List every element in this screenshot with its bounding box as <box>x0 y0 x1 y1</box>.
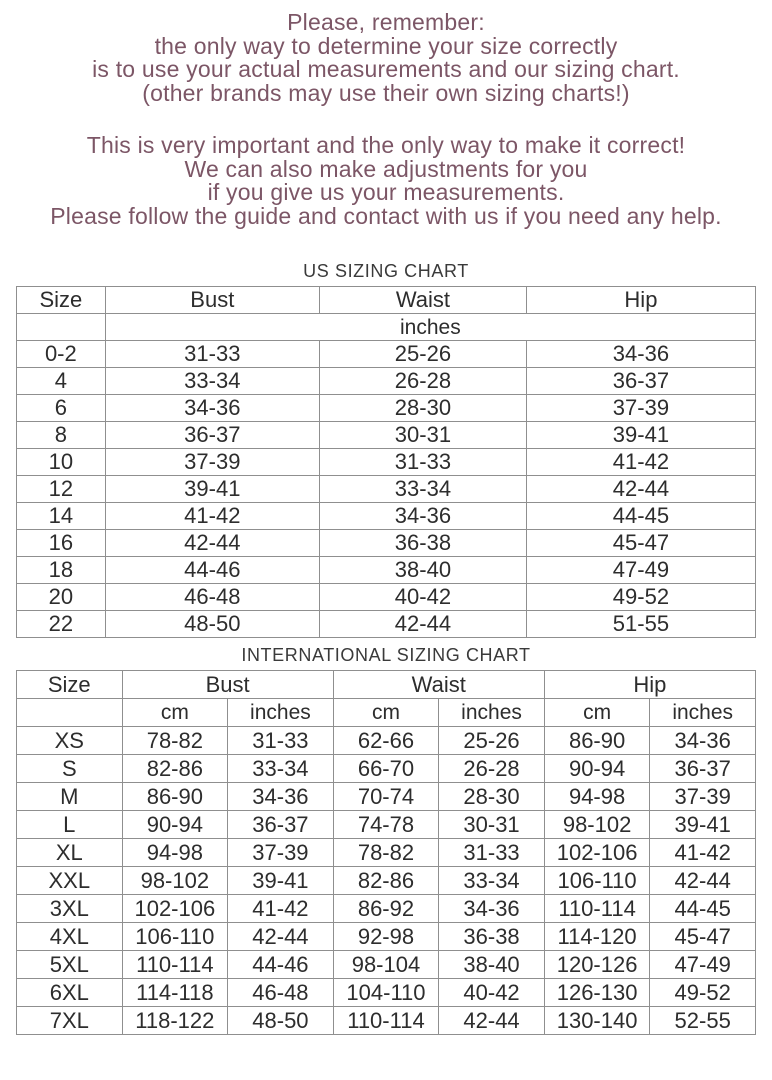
unit-label-hip-cm: cm <box>544 699 650 727</box>
cell-waist-cm: 92-98 <box>333 923 439 951</box>
cell-size: 4XL <box>17 923 123 951</box>
cell-bust: 33-34 <box>105 368 319 395</box>
empty-cell <box>17 699 123 727</box>
cell-size: 5XL <box>17 951 123 979</box>
unit-label-inches: inches <box>105 314 755 341</box>
table-row <box>17 368 756 395</box>
cell-waist: 31-33 <box>319 449 526 476</box>
cell-hip-inches: 36-37 <box>650 755 756 783</box>
cell-size: XXL <box>17 867 123 895</box>
cell-waist-inches: 36-38 <box>439 923 545 951</box>
table-row <box>17 611 756 638</box>
cell-hip-inches: 42-44 <box>650 867 756 895</box>
cell-hip-cm: 94-98 <box>544 783 650 811</box>
text-line: Please, remember: <box>287 9 485 35</box>
cell-size: 20 <box>17 584 106 611</box>
table-row <box>17 395 756 422</box>
cell-bust-cm: 110-114 <box>122 951 228 979</box>
table-row <box>17 584 756 611</box>
intro-note-primary <box>0 11 772 105</box>
cell-waist-cm: 86-92 <box>333 895 439 923</box>
cell-bust-cm: 118-122 <box>122 1007 228 1035</box>
cell-hip-inches: 52-55 <box>650 1007 756 1035</box>
cell-bust-cm: 106-110 <box>122 923 228 951</box>
cell-waist-cm: 70-74 <box>333 783 439 811</box>
cell-waist-inches: 40-42 <box>439 979 545 1007</box>
cell-hip-cm: 130-140 <box>544 1007 650 1035</box>
table-row <box>17 839 756 867</box>
cell-waist: 42-44 <box>319 611 526 638</box>
cell-bust-cm: 82-86 <box>122 755 228 783</box>
table-row <box>17 476 756 503</box>
cell-bust: 36-37 <box>105 422 319 449</box>
cell-waist-inches: 25-26 <box>439 727 545 755</box>
cell-hip-inches: 49-52 <box>650 979 756 1007</box>
intl-unit-row <box>17 699 756 727</box>
cell-bust-cm: 90-94 <box>122 811 228 839</box>
cell-waist: 26-28 <box>319 368 526 395</box>
cell-size: 7XL <box>17 1007 123 1035</box>
cell-hip-cm: 114-120 <box>544 923 650 951</box>
column-header-bust: Bust <box>122 671 333 699</box>
us-chart-title: US SIZING CHART <box>303 261 469 281</box>
cell-waist-cm: 110-114 <box>333 1007 439 1035</box>
cell-bust: 44-46 <box>105 557 319 584</box>
cell-waist: 28-30 <box>319 395 526 422</box>
cell-size: 18 <box>17 557 106 584</box>
us-unit-row <box>17 314 756 341</box>
cell-bust-inches: 37-39 <box>228 839 334 867</box>
cell-bust: 48-50 <box>105 611 319 638</box>
cell-hip-cm: 126-130 <box>544 979 650 1007</box>
cell-waist-cm: 66-70 <box>333 755 439 783</box>
cell-bust-cm: 102-106 <box>122 895 228 923</box>
column-header-size: Size <box>17 671 123 699</box>
cell-bust-inches: 36-37 <box>228 811 334 839</box>
cell-hip-cm: 90-94 <box>544 755 650 783</box>
cell-hip: 49-52 <box>526 584 755 611</box>
table-row <box>17 503 756 530</box>
cell-bust: 46-48 <box>105 584 319 611</box>
cell-hip-cm: 86-90 <box>544 727 650 755</box>
cell-hip: 37-39 <box>526 395 755 422</box>
cell-bust: 34-36 <box>105 395 319 422</box>
cell-bust: 31-33 <box>105 341 319 368</box>
column-header-hip: Hip <box>526 287 755 314</box>
cell-bust-inches: 48-50 <box>228 1007 334 1035</box>
cell-size: 16 <box>17 530 106 557</box>
cell-size: 14 <box>17 503 106 530</box>
cell-waist: 25-26 <box>319 341 526 368</box>
cell-waist-inches: 33-34 <box>439 867 545 895</box>
cell-bust: 42-44 <box>105 530 319 557</box>
cell-hip: 41-42 <box>526 449 755 476</box>
cell-hip-inches: 44-45 <box>650 895 756 923</box>
cell-size: 3XL <box>17 895 123 923</box>
cell-hip: 47-49 <box>526 557 755 584</box>
cell-bust-cm: 114-118 <box>122 979 228 1007</box>
text-line: We can also make adjustments for you <box>184 155 588 182</box>
cell-hip-inches: 45-47 <box>650 923 756 951</box>
table-row <box>17 422 756 449</box>
cell-waist-inches: 34-36 <box>439 895 545 923</box>
cell-bust: 39-41 <box>105 476 319 503</box>
cell-size: XL <box>17 839 123 867</box>
cell-bust-inches: 42-44 <box>228 923 334 951</box>
cell-size: 6XL <box>17 979 123 1007</box>
cell-size: S <box>17 755 123 783</box>
cell-size: 12 <box>17 476 106 503</box>
text-line: if you give us your measurements. <box>207 179 565 205</box>
cell-size: 8 <box>17 422 106 449</box>
cell-waist-inches: 38-40 <box>439 951 545 979</box>
cell-bust-inches: 34-36 <box>228 783 334 811</box>
cell-size: L <box>17 811 123 839</box>
cell-hip-inches: 39-41 <box>650 811 756 839</box>
cell-bust-cm: 78-82 <box>122 727 228 755</box>
intl-sizing-table <box>16 670 756 1035</box>
intl-chart-title: INTERNATIONAL SIZING CHART <box>241 645 531 665</box>
column-header-bust: Bust <box>105 287 319 314</box>
cell-bust: 37-39 <box>105 449 319 476</box>
unit-label-bust-cm: cm <box>122 699 228 727</box>
cell-waist-cm: 98-104 <box>333 951 439 979</box>
cell-waist: 36-38 <box>319 530 526 557</box>
cell-bust-inches: 31-33 <box>228 727 334 755</box>
cell-waist: 33-34 <box>319 476 526 503</box>
cell-waist-cm: 78-82 <box>333 839 439 867</box>
unit-label-bust-inches: inches <box>228 699 334 727</box>
table-row <box>17 811 756 839</box>
cell-bust-inches: 44-46 <box>228 951 334 979</box>
unit-label-waist-cm: cm <box>333 699 439 727</box>
cell-hip: 51-55 <box>526 611 755 638</box>
cell-waist-cm: 74-78 <box>333 811 439 839</box>
cell-hip: 44-45 <box>526 503 755 530</box>
cell-hip-inches: 41-42 <box>650 839 756 867</box>
text-line: is to use your actual measurements and our sizing chart. <box>92 56 680 82</box>
table-row <box>17 1007 756 1035</box>
cell-waist: 38-40 <box>319 557 526 584</box>
cell-waist-inches: 26-28 <box>439 755 545 783</box>
table-row <box>17 867 756 895</box>
table-row <box>17 341 756 368</box>
cell-waist-cm: 82-86 <box>333 867 439 895</box>
column-header-waist: Waist <box>333 671 544 699</box>
unit-label-hip-inches: inches <box>650 699 756 727</box>
table-row <box>17 979 756 1007</box>
column-header-waist: Waist <box>319 287 526 314</box>
cell-waist-inches: 31-33 <box>439 839 545 867</box>
cell-hip-cm: 120-126 <box>544 951 650 979</box>
cell-hip: 34-36 <box>526 341 755 368</box>
cell-waist-inches: 30-31 <box>439 811 545 839</box>
cell-bust-cm: 98-102 <box>122 867 228 895</box>
cell-waist: 34-36 <box>319 503 526 530</box>
table-row <box>17 557 756 584</box>
cell-waist-cm: 62-66 <box>333 727 439 755</box>
column-header-hip: Hip <box>544 671 755 699</box>
empty-cell <box>17 314 106 341</box>
table-row <box>17 783 756 811</box>
cell-bust-inches: 33-34 <box>228 755 334 783</box>
us-header-row <box>17 287 756 314</box>
cell-bust-cm: 94-98 <box>122 839 228 867</box>
cell-hip: 42-44 <box>526 476 755 503</box>
intl-header-row <box>17 671 756 699</box>
cell-hip-inches: 34-36 <box>650 727 756 755</box>
table-row <box>17 727 756 755</box>
cell-hip-cm: 102-106 <box>544 839 650 867</box>
text-line: This is very important and the only way to make it correct! <box>86 132 686 158</box>
table-row <box>17 895 756 923</box>
cell-bust-inches: 46-48 <box>228 979 334 1007</box>
cell-bust-inches: 41-42 <box>228 895 334 923</box>
cell-hip-cm: 98-102 <box>544 811 650 839</box>
table-row <box>17 755 756 783</box>
cell-hip-cm: 106-110 <box>544 867 650 895</box>
intro-note-secondary <box>0 134 772 228</box>
cell-size: 22 <box>17 611 106 638</box>
us-table-body <box>17 341 756 638</box>
cell-size: XS <box>17 727 123 755</box>
us-sizing-table <box>16 286 756 638</box>
table-row <box>17 530 756 557</box>
cell-waist: 30-31 <box>319 422 526 449</box>
cell-waist-inches: 42-44 <box>439 1007 545 1035</box>
cell-size: 0-2 <box>17 341 106 368</box>
table-row <box>17 951 756 979</box>
cell-size: 6 <box>17 395 106 422</box>
cell-size: 10 <box>17 449 106 476</box>
cell-hip: 39-41 <box>526 422 755 449</box>
text-line: the only way to determine your size correctly <box>154 32 618 59</box>
cell-bust-inches: 39-41 <box>228 867 334 895</box>
cell-bust-cm: 86-90 <box>122 783 228 811</box>
table-row <box>17 449 756 476</box>
cell-hip: 36-37 <box>526 368 755 395</box>
cell-hip-cm: 110-114 <box>544 895 650 923</box>
text-line: (other brands may use their own sizing charts!) <box>142 79 630 106</box>
table-row <box>17 923 756 951</box>
cell-hip: 45-47 <box>526 530 755 557</box>
cell-bust: 41-42 <box>105 503 319 530</box>
cell-hip-inches: 47-49 <box>650 951 756 979</box>
text-line: Please follow the guide and contact with us if you need any help. <box>50 202 722 229</box>
cell-size: 4 <box>17 368 106 395</box>
cell-waist: 40-42 <box>319 584 526 611</box>
intl-table-body <box>17 727 756 1035</box>
cell-hip-inches: 37-39 <box>650 783 756 811</box>
cell-size: M <box>17 783 123 811</box>
unit-label-waist-inches: inches <box>439 699 545 727</box>
cell-waist-inches: 28-30 <box>439 783 545 811</box>
cell-waist-cm: 104-110 <box>333 979 439 1007</box>
column-header-size: Size <box>17 287 106 314</box>
